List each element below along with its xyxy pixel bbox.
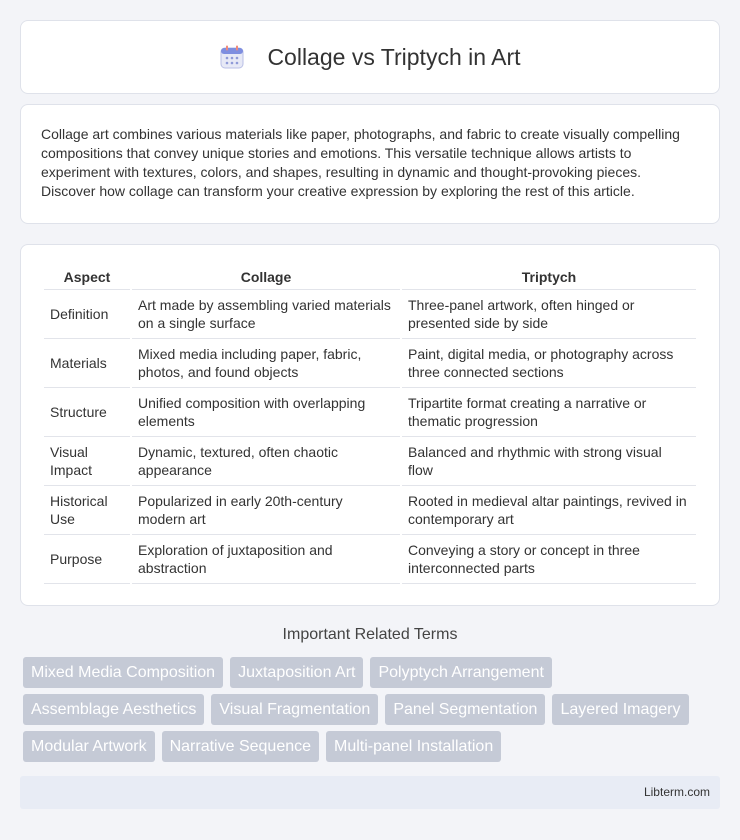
cell-collage: Exploration of juxtaposition and abstraction [132, 535, 400, 584]
cell-collage: Mixed media including paper, fabric, photos, and found objects [132, 339, 400, 388]
tag-row [23, 657, 723, 688]
header-aspect: Aspect [44, 265, 130, 290]
table-row [44, 388, 696, 437]
header-triptych: Triptych [402, 265, 696, 290]
page-title: Collage vs Triptych in Art [267, 43, 521, 70]
table-row [44, 437, 696, 486]
tag-modular-artwork[interactable]: Modular Artwork [23, 731, 155, 762]
footer-link[interactable]: Libterm.com [643, 785, 710, 799]
tag-row [23, 731, 723, 762]
related-terms-title: Important Related Terms [282, 626, 458, 643]
table-row [44, 486, 696, 535]
cell-aspect: Purpose [44, 535, 130, 584]
cell-triptych: Paint, digital media, or photography across three connected sections [402, 339, 696, 388]
cell-aspect: Historical Use [44, 486, 130, 535]
tag-multi-panel-installation[interactable]: Multi-panel Installation [326, 731, 501, 762]
cell-triptych: Tripartite format creating a narrative or thematic progression [402, 388, 696, 437]
tag-narrative-sequence[interactable]: Narrative Sequence [162, 731, 319, 762]
intro-text: Collage art combines various materials like paper, photographs, and fabric to create visually compelling compositions that convey unique stories and emotions. This versatile technique allows artists to experiment with textures, colors, and shapes, resulting in dynamic and thought-provoking pieces. Discover how collage can transform your creative expression by exploring the rest of this article. [41, 126, 680, 199]
cell-triptych: Balanced and rhythmic with strong visual flow [402, 437, 696, 486]
cell-triptych: Rooted in medieval altar paintings, revived in contemporary art [402, 486, 696, 535]
cell-aspect: Definition [44, 290, 130, 339]
header-card [20, 20, 720, 94]
intro-card [20, 104, 720, 224]
comparison-table [42, 265, 698, 584]
table-header-row [44, 265, 696, 290]
comparison-card [20, 244, 720, 606]
tag-panel-segmentation[interactable]: Panel Segmentation [385, 694, 545, 725]
tag-visual-fragmentation[interactable]: Visual Fragmentation [211, 694, 378, 725]
header-collage: Collage [132, 265, 400, 290]
table-row [44, 535, 696, 584]
tag-mixed-media-composition[interactable]: Mixed Media Composition [23, 657, 223, 688]
cell-aspect: Structure [44, 388, 130, 437]
cell-triptych: Conveying a story or concept in three interconnected parts [402, 535, 696, 584]
tag-polyptych-arrangement[interactable]: Polyptych Arrangement [370, 657, 551, 688]
cell-triptych: Three-panel artwork, often hinged or presented side by side [402, 290, 696, 339]
footer [20, 776, 720, 809]
cell-aspect: Visual Impact [44, 437, 130, 486]
cell-collage: Art made by assembling varied materials on a single surface [132, 290, 400, 339]
tag-assemblage-aesthetics[interactable]: Assemblage Aesthetics [23, 694, 204, 725]
tag-row [23, 694, 723, 725]
table-row [44, 290, 696, 339]
table-row [44, 339, 696, 388]
calendar-icon [219, 44, 245, 70]
tag-juxtaposition-art[interactable]: Juxtaposition Art [230, 657, 363, 688]
related-terms [23, 657, 723, 768]
tag-layered-imagery[interactable]: Layered Imagery [552, 694, 688, 725]
cell-collage: Unified composition with overlapping elements [132, 388, 400, 437]
cell-collage: Popularized in early 20th-century modern art [132, 486, 400, 535]
cell-aspect: Materials [44, 339, 130, 388]
cell-collage: Dynamic, textured, often chaotic appearance [132, 437, 400, 486]
